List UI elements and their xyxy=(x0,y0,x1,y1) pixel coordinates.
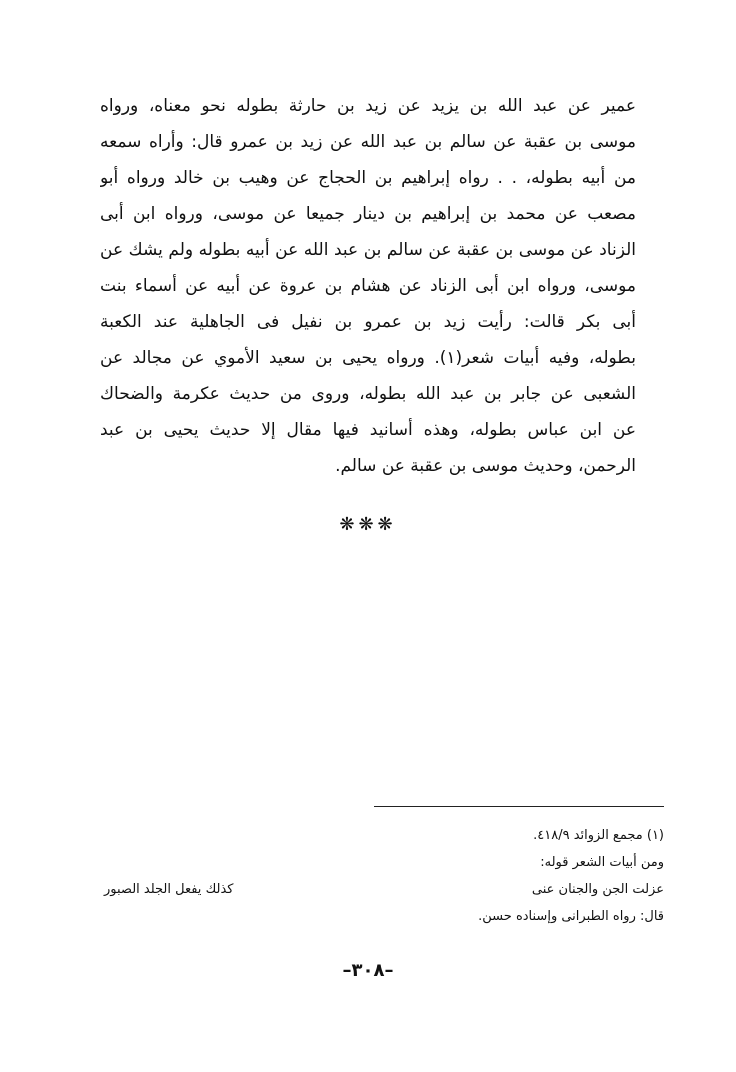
text-line: بطوله، وفيه أبيات شعر(١). ورواه يحيى بن سعيد الأموي عن مجالد عن xyxy=(100,348,636,368)
verse-intro: ومن أبيات الشعر قوله: xyxy=(540,855,664,870)
text-line: موسى بن عقبة عن سالم بن عبد الله عن زيد بن عمرو قال: وأراه سمعه xyxy=(100,132,636,152)
text-line: موسى، ورواه ابن أبى الزناد عن هشام بن عروة عن أبيه عن أسماء بنت xyxy=(100,276,636,296)
page-number: –٣٠٨– xyxy=(342,960,394,981)
footnote-1: (١) مجمع الزوائد ٤١٨/٩. xyxy=(533,828,664,843)
poem-verse xyxy=(104,876,664,903)
text-line: عن ابن عباس بطوله، وهذه أسانيد فيها مقال إلا حديث يحيى بن عبد xyxy=(100,420,636,440)
text-line: مصعب عن محمد بن إبراهيم بن دينار جميعا عن موسى، ورواه ابن أبى xyxy=(100,204,636,224)
main-text xyxy=(100,88,636,484)
verse-first-hemistich: عزلت الجن والجنان عنى xyxy=(531,882,664,897)
verse-second-hemistich: كذلك يفعل الجلد الصبور xyxy=(104,882,234,897)
text-line: الرحمن، وحديث موسى بن عقبة عن سالم. xyxy=(335,456,636,476)
footnote-divider xyxy=(374,806,664,807)
text-line: أبى بكر قالت: رأيت زيد بن عمرو بن نفيل فى الجاهلية عند الكعبة xyxy=(100,312,636,332)
text-line: الشعبى عن جابر بن عبد الله بطوله، وروى من حديث عكرمة والضحاك xyxy=(100,384,636,404)
footnotes xyxy=(64,822,664,930)
text-line: من أبيه بطوله، . . رواه إبراهيم بن الحجاج عن وهيب بن خالد ورواه أبو xyxy=(100,168,636,188)
section-separator: ❋❋❋ xyxy=(339,514,397,535)
text-line: عمير عن عبد الله بن يزيد عن زيد بن حارثة بطوله نحو معناه، ورواه xyxy=(100,96,636,116)
text-line: الزناد عن موسى بن عقبة عن سالم بن عبد الله عن أبيه بطوله ولم يشك عن xyxy=(100,240,636,260)
footnote-attribution: قال: رواه الطبرانى وإسناده حسن. xyxy=(478,909,664,924)
